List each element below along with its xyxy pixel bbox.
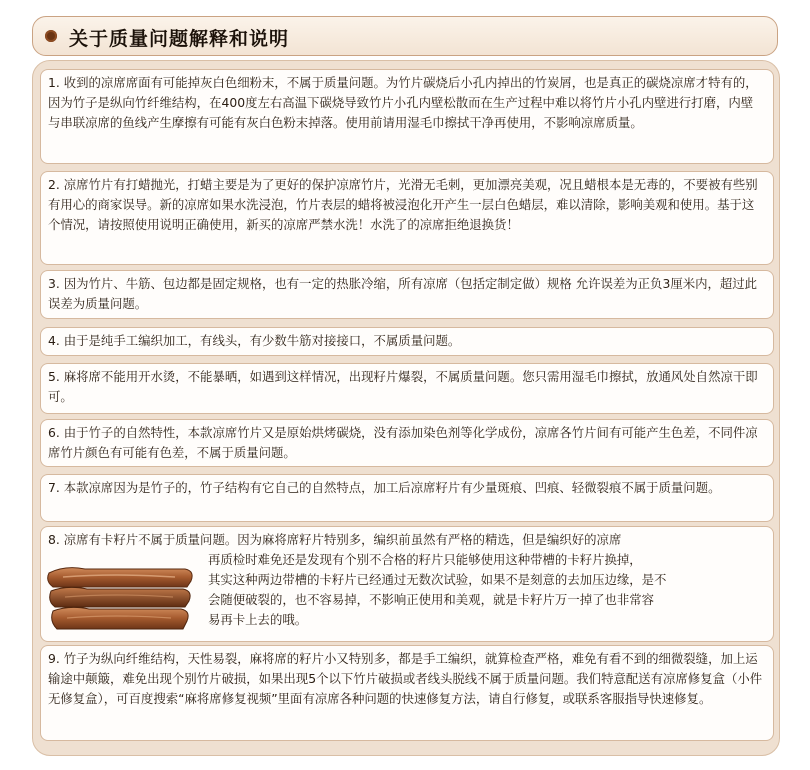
item-text: 4. 由于是纯手工编织加工，有线头，有少数牛筋对接接口，不属质量问题。 <box>48 333 461 348</box>
item-text: 5. 麻将席不能用开水烫，不能暴晒，如遇到这样情况，出现籽片爆裂，不属质量问题。您只需用湿毛巾擦拭，放通风处自然凉干即可。 <box>48 369 758 404</box>
page-title: 关于质量问题解释和说明 <box>69 28 290 50</box>
item-text-line: 8. 凉席有卡籽片不属于质量问题。因为麻将席籽片特别多，编织前虽然有严格的精选，但是编织好的凉席 <box>48 532 622 547</box>
section-header <box>32 16 778 56</box>
item-text: 3. 因为竹片、牛筋、包边都是固定规格，也有一定的热胀冷缩，所有凉席（包括定制定做）规格 允许误差为正负3厘米内，超过此误差为质量问题。 <box>48 276 758 311</box>
item-text-line: 会随便破裂的，也不容易掉，不影响正使用和美观，就是卡籽片万一掉了也非常容 <box>208 592 655 607</box>
item-text: 7. 本款凉席因为是竹子的，竹子结构有它自己的自然特点，加工后凉席籽片有少量斑痕、凹痕、轻微裂痕不属于质量问题。 <box>48 480 721 495</box>
item-text: 6. 由于竹子的自然特性，本款凉席竹片又是原始烘烤碳烧，没有添加染色剂等化学成份，凉席各竹片间有可能产生色差，不同件凉席竹片颜色有可能有色差，不属于质量问题。 <box>48 425 758 460</box>
item-text: 9. 竹子为纵向纤维结构，天性易裂，麻将席的籽片小又特别多，都是手工编织，就算检查严格，难免有看不到的细微裂缝，加上运输途中颠簸，难免出现个别竹片破损，如果出现5个以下竹片破损或者线头脱线不属于质量问题。我们特意配送有凉席修复盒（小件无修复盒），可百度搜索“麻将席修复视频”里面有凉席各种问题的快速修复方法，请自行修复，或联系客服指导快速修复。 <box>48 651 763 706</box>
list-item <box>40 270 774 319</box>
mahjong-mat-image <box>45 563 195 635</box>
list-item <box>40 363 774 414</box>
list-item <box>40 645 774 741</box>
list-item <box>40 171 774 265</box>
list-item <box>40 419 774 467</box>
list-item <box>40 526 774 642</box>
item-text-line: 其实这种两边带槽的卡籽片已经通过无数次试验，如果不是刻意的去加压边缘，是不 <box>208 572 667 587</box>
item-text: 1. 收到的凉席席面有可能掉灰白色细粉末，不属于质量问题。为竹片碳烧后小孔内掉出的竹炭屑，也是真正的碳烧凉席才特有的，因为竹子是纵向竹纤维结构，在400度左右高温下碳烧导致竹片小孔内壁松散而在生产过程中难以将竹片小孔内壁进行打磨，内壁与串联凉席的鱼线产生摩擦有可能有灰白色粉末掉落。使用前请用湿毛巾擦拭干净再使用，不影响凉席质量。 <box>48 75 758 130</box>
list-item <box>40 327 774 356</box>
bullet-icon <box>45 30 57 42</box>
item-text-line: 再质检时难免还是发现有个别不合格的籽片只能够使用这种带槽的卡籽片换掉， <box>208 552 642 567</box>
list-item <box>40 474 774 522</box>
list-item <box>40 69 774 164</box>
item-text: 2. 凉席竹片有打蜡抛光，打蜡主要是为了更好的保护凉席竹片，光滑无毛刺，更加漂亮美观，况且蜡根本是无毒的，不要被有些别有用心的商家误导。新的凉席如果水洗浸泡，竹片表层的蜡将被浸泡化开产生一层白色蜡层，难以清除，影响美观和使用。基于这个情况，请按照使用说明正确使用，新买的凉席严禁水洗！水洗了的凉席拒绝退换货！ <box>48 177 758 232</box>
item-text-line: 易再卡上去的哦。 <box>208 612 308 627</box>
